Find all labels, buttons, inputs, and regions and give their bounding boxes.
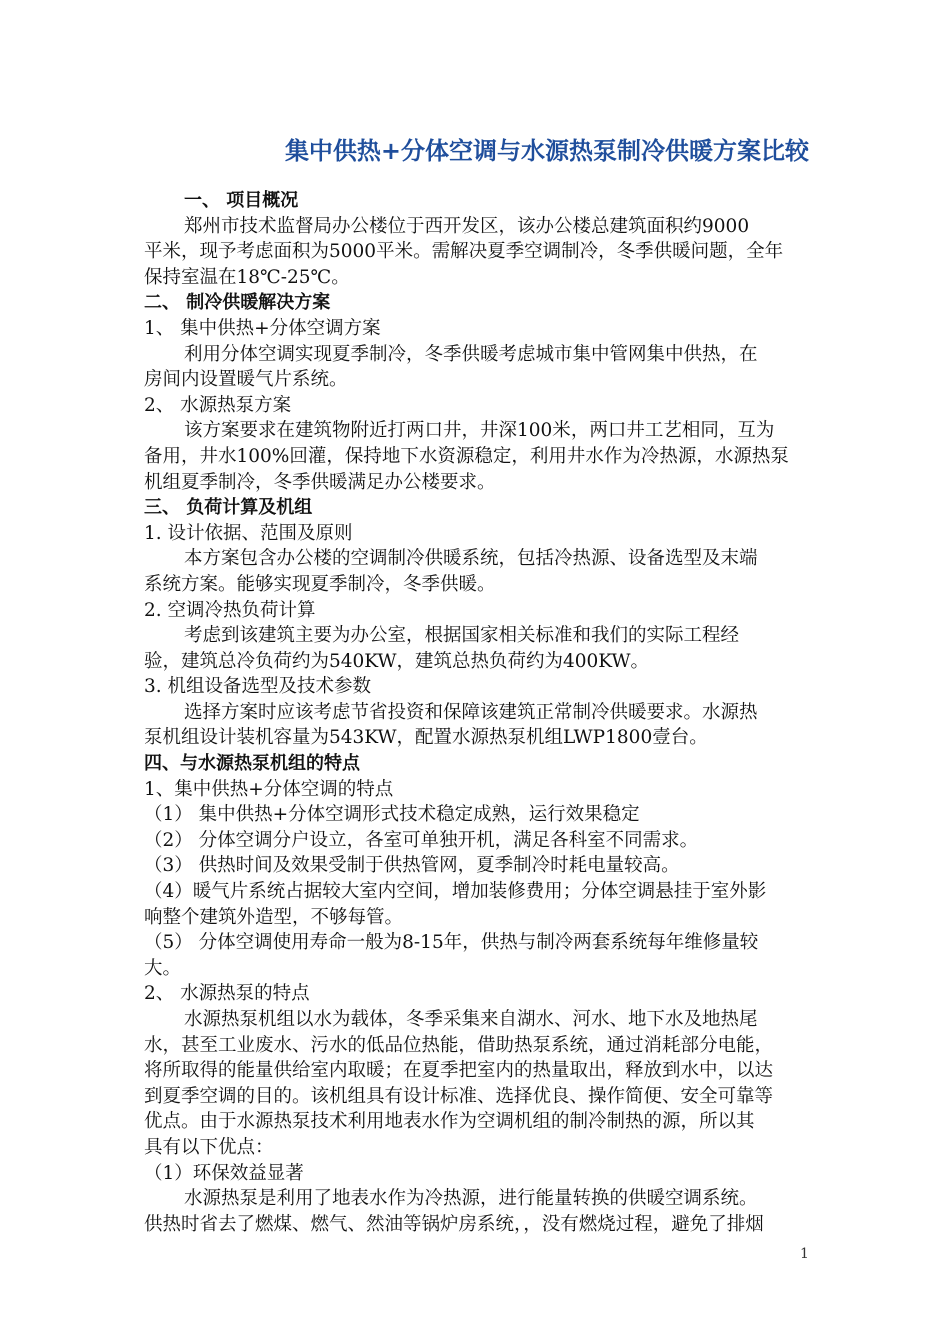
text-line: （2） 分体空调分户设立，各室可单独开机，满足各科室不同需求。 bbox=[144, 829, 699, 851]
text-line: 具有以下优点： bbox=[144, 1136, 274, 1158]
text-line: 供热时省去了燃煤、燃气、然油等锅炉房系统，，没有燃烧过程，避免了排烟 bbox=[144, 1213, 764, 1235]
text-line: 验，建筑总冷负荷约为540KW，建筑总热负荷约为400KW。 bbox=[144, 650, 649, 672]
text-line: 大。 bbox=[144, 957, 182, 979]
text-line: 1、 集中供热+分体空调方案 bbox=[144, 317, 381, 339]
text-line: 本方案包含办公楼的空调制冷供暖系统，包括冷热源、设备选型及末端 bbox=[184, 548, 758, 570]
text-line: 该方案要求在建筑物附近打两口井，井深100米，两口井工艺相同，互为 bbox=[184, 420, 775, 442]
text-line: 1、集中供热+分体空调的特点 bbox=[144, 778, 394, 800]
section-heading: 四、与水源热泵机组的特点 bbox=[144, 753, 360, 775]
text-line: 将所取得的能量供给室内取暖；在夏季把室内的热量取出，释放到水中，以达 bbox=[144, 1060, 774, 1082]
text-line: 响整个建筑外造型，不够每管。 bbox=[144, 906, 404, 928]
text-line: （1）环保效益显著 bbox=[144, 1162, 304, 1184]
page-number: 1 bbox=[800, 1246, 809, 1262]
document-title: 集中供热+分体空调与水源热泵制冷供暖方案比较 bbox=[284, 137, 810, 165]
text-line: 泵机组设计装机容量为543KW，配置水源热泵机组LWP1800壹台。 bbox=[144, 727, 708, 749]
text-line: 2. 空调冷热负荷计算 bbox=[144, 599, 316, 621]
section-heading: 一、 项目概况 bbox=[184, 190, 299, 211]
text-line: 系统方案。能够实现夏季制冷，冬季供暖。 bbox=[144, 573, 496, 595]
text-line: 1. 设计依据、范围及原则 bbox=[144, 522, 353, 544]
text-line: 到夏季空调的目的。该机组具有设计标准、选择优良、操作简便、安全可靠等 bbox=[144, 1085, 774, 1107]
text-line: 3. 机组设备选型及技术参数 bbox=[144, 676, 372, 698]
text-line: 机组夏季制冷，冬季供暖满足办公楼要求。 bbox=[144, 471, 496, 493]
section-heading: 二、 制冷供暖解决方案 bbox=[144, 292, 331, 314]
document-page bbox=[144, 134, 880, 1237]
text-line: 保持室温在18℃-25℃。 bbox=[144, 266, 350, 288]
text-line: （1） 集中供热+分体空调形式技术稳定成熟，运行效果稳定 bbox=[144, 804, 640, 826]
text-line: （3） 供热时间及效果受制于供热管网，夏季制冷时耗电量较高。 bbox=[144, 855, 680, 877]
text-line: 水源热泵是利用了地表水作为冷热源，进行能量转换的供暖空调系统。 bbox=[184, 1188, 758, 1210]
text-line: 水，甚至工业废水、污水的低品位热能，借助热泵系统，通过消耗部分电能， bbox=[144, 1034, 774, 1056]
document-body bbox=[144, 188, 880, 1237]
text-line: 考虑到该建筑主要为办公室，根据国家相关标准和我们的实际工程经 bbox=[184, 625, 740, 647]
text-line: 2、 水源热泵的特点 bbox=[144, 983, 310, 1005]
text-line: 房间内设置暖气片系统。 bbox=[144, 369, 348, 391]
text-line: 选择方案时应该考虑节省投资和保障该建筑正常制冷供暖要求。水源热 bbox=[184, 701, 758, 723]
text-line: 2、 水源热泵方案 bbox=[144, 394, 292, 416]
section-heading: 三、 负荷计算及机组 bbox=[144, 497, 313, 519]
text-line: 水源热泵机组以水为载体，冬季采集来自湖水、河水、地下水及地热尾 bbox=[184, 1009, 758, 1030]
text-line: （5） 分体空调使用寿命一般为8-15年，供热与制冷两套系统每年维修量较 bbox=[144, 932, 759, 954]
text-line: 备用，井水100%回灌，保持地下水资源稳定，利用井水作为冷热源，水源热泵 bbox=[144, 445, 789, 467]
text-line: 平米，现予考虑面积为5000平米。需解决夏季空调制冷，冬季供暖问题，全年 bbox=[144, 241, 784, 263]
text-line: 利用分体空调实现夏季制冷，冬季供暖考虑城市集中管网集中供热，在 bbox=[184, 343, 758, 365]
text-line: 郑州市技术监督局办公楼位于西开发区，该办公楼总建筑面积约9000 bbox=[184, 215, 750, 237]
text-line: 优点。由于水源热泵技术利用地表水作为空调机组的制冷制热的源，所以其 bbox=[144, 1111, 755, 1133]
text-line: （4）暖气片系统占据较大室内空间，增加装修费用；分体空调悬挂于室外影 bbox=[144, 881, 767, 903]
